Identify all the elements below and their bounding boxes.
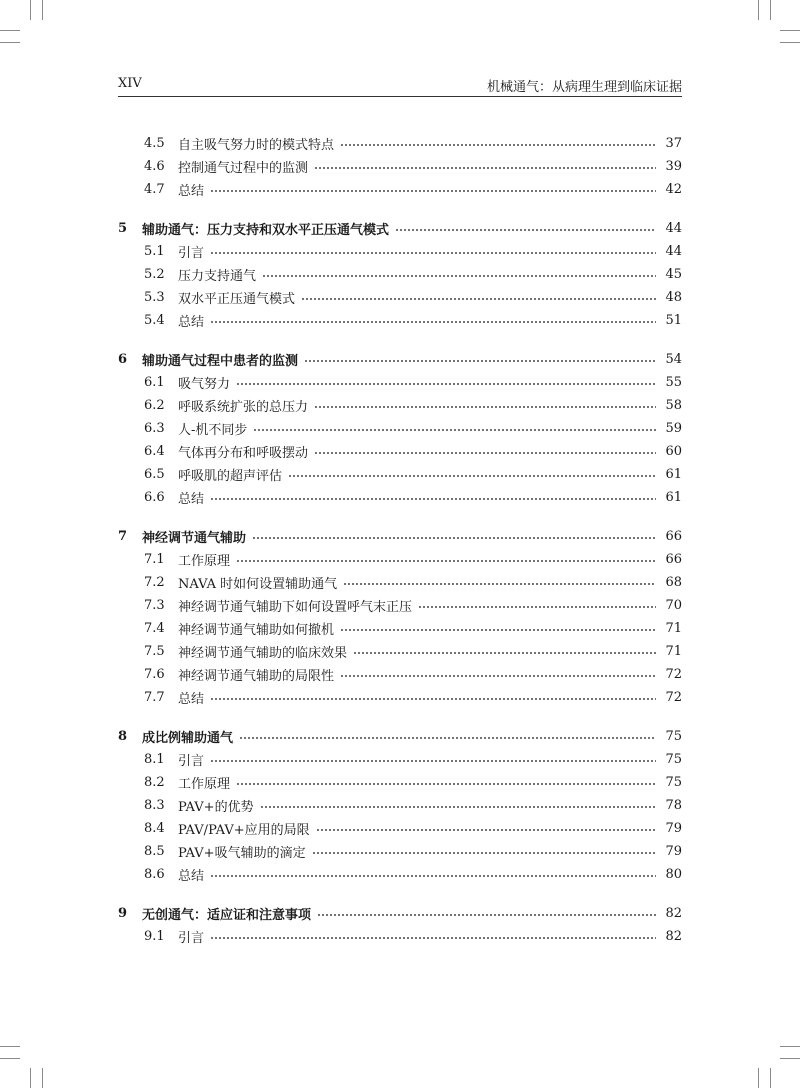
section-page: 61 — [665, 467, 682, 482]
section-number: 5.3 — [144, 290, 165, 305]
section-number: 9.1 — [144, 929, 165, 944]
crop-mark — [0, 42, 20, 43]
section-page: 45 — [665, 267, 682, 282]
section-number: 5.2 — [144, 267, 165, 282]
toc-section-entry[interactable] — [118, 178, 682, 201]
section-title: 引言 — [178, 931, 205, 946]
chapter-number: 9 — [118, 906, 128, 921]
section-title: PAV/PAV+应用的局限 — [178, 823, 310, 838]
dot-leader — [236, 783, 656, 785]
toc-section-entry[interactable] — [118, 817, 682, 840]
toc-chapter-entry[interactable] — [118, 525, 682, 548]
section-number: 4.6 — [144, 159, 165, 174]
toc-section-entry[interactable] — [118, 463, 682, 486]
section-number: 8.6 — [144, 867, 165, 882]
toc-section-entry[interactable] — [118, 571, 682, 594]
section-number: 8.4 — [144, 821, 165, 836]
section-title: 总结 — [178, 869, 205, 884]
toc-chapter — [118, 217, 682, 332]
crop-mark — [770, 1068, 771, 1088]
section-page: 71 — [665, 621, 682, 636]
section-page: 59 — [665, 421, 682, 436]
section-title: 总结 — [178, 184, 205, 199]
dot-leader — [340, 144, 656, 146]
toc-section-entry[interactable] — [118, 440, 682, 463]
section-title: 双水平正压通气模式 — [178, 292, 296, 307]
section-title: 总结 — [178, 492, 205, 507]
section-title: 引言 — [178, 246, 205, 261]
toc-chapter — [118, 132, 682, 201]
section-title: 神经调节通气辅助的局限性 — [178, 669, 335, 684]
section-number: 8.3 — [144, 798, 165, 813]
section-number: 6.6 — [144, 490, 165, 505]
section-number: 8.5 — [144, 844, 165, 859]
toc-section-entry[interactable] — [118, 286, 682, 309]
dot-leader — [210, 321, 656, 323]
section-page: 37 — [665, 136, 682, 151]
chapter-page: 82 — [665, 906, 682, 921]
section-title: 神经调节通气辅助如何撤机 — [178, 623, 335, 638]
running-header — [118, 76, 682, 97]
section-number: 8.2 — [144, 775, 165, 790]
dot-leader — [236, 383, 656, 385]
dot-leader — [314, 167, 656, 169]
section-page: 70 — [665, 598, 682, 613]
section-page: 72 — [665, 690, 682, 705]
chapter-page: 75 — [665, 729, 682, 744]
toc-section-entry[interactable] — [118, 594, 682, 617]
toc-chapter — [118, 902, 682, 948]
section-page: 75 — [665, 752, 682, 767]
section-page: 78 — [665, 798, 682, 813]
chapter-number: 8 — [118, 729, 128, 744]
section-title: NAVA 时如何设置辅助通气 — [178, 577, 338, 592]
dot-leader — [253, 429, 656, 431]
section-title: 引言 — [178, 754, 205, 769]
section-page: 68 — [665, 575, 682, 590]
toc-section-entry[interactable] — [118, 486, 682, 509]
toc-chapter-entry[interactable] — [118, 902, 682, 925]
section-number: 4.5 — [144, 136, 165, 151]
dot-leader — [210, 760, 656, 762]
chapter-title: 无创通气：适应证和注意事项 — [142, 908, 312, 923]
dot-leader — [418, 606, 656, 608]
chapter-page: 54 — [665, 352, 682, 367]
dot-leader — [353, 652, 656, 654]
dot-leader — [317, 914, 656, 916]
section-title: PAV+的优势 — [178, 800, 254, 815]
section-page: 51 — [665, 313, 682, 328]
dot-leader — [210, 498, 656, 500]
toc-section-entry[interactable] — [118, 240, 682, 263]
toc-chapter — [118, 525, 682, 709]
dot-leader — [340, 675, 656, 677]
toc-section-entry[interactable] — [118, 663, 682, 686]
dot-leader — [210, 698, 656, 700]
chapter-page: 44 — [665, 221, 682, 236]
dot-leader — [210, 252, 656, 254]
section-number: 6.5 — [144, 467, 165, 482]
chapter-number: 6 — [118, 352, 128, 367]
crop-mark — [30, 1068, 31, 1088]
crop-mark — [780, 30, 800, 31]
section-number: 5.1 — [144, 244, 165, 259]
toc-section-entry[interactable] — [118, 748, 682, 771]
toc-section-entry[interactable] — [118, 263, 682, 286]
dot-leader — [314, 452, 656, 454]
section-title: 总结 — [178, 315, 205, 330]
dot-leader — [316, 829, 656, 831]
table-of-contents — [118, 132, 682, 964]
crop-mark — [758, 0, 759, 20]
section-page: 44 — [665, 244, 682, 259]
toc-section-entry[interactable] — [118, 640, 682, 663]
section-page: 71 — [665, 644, 682, 659]
chapter-number: 7 — [118, 529, 128, 544]
dot-leader — [304, 360, 656, 362]
toc-section-entry[interactable] — [118, 794, 682, 817]
toc-section-entry[interactable] — [118, 840, 682, 863]
section-page: 48 — [665, 290, 682, 305]
section-number: 7.3 — [144, 598, 165, 613]
section-page: 39 — [665, 159, 682, 174]
section-page: 60 — [665, 444, 682, 459]
section-page: 79 — [665, 821, 682, 836]
dot-leader — [262, 275, 656, 277]
section-number: 7.2 — [144, 575, 165, 590]
section-title: 吸气努力 — [178, 377, 231, 392]
section-page: 82 — [665, 929, 682, 944]
section-title: 总结 — [178, 692, 205, 707]
toc-section-entry[interactable] — [118, 417, 682, 440]
section-number: 7.1 — [144, 552, 165, 567]
crop-mark — [0, 30, 20, 31]
section-title: 工作原理 — [178, 777, 231, 792]
toc-section-entry[interactable] — [118, 925, 682, 948]
crop-mark — [0, 1046, 20, 1047]
dot-leader — [210, 875, 656, 877]
toc-chapter — [118, 725, 682, 886]
section-title: PAV+吸气辅助的滴定 — [178, 846, 306, 861]
chapter-title: 神经调节通气辅助 — [142, 531, 247, 546]
section-number: 8.1 — [144, 752, 165, 767]
dot-leader — [314, 406, 656, 408]
toc-chapter-entry[interactable] — [118, 725, 682, 748]
section-number: 6.2 — [144, 398, 165, 413]
toc-section-entry[interactable] — [118, 617, 682, 640]
section-title: 气体再分布和呼吸摆动 — [178, 446, 309, 461]
section-number: 4.7 — [144, 182, 165, 197]
dot-leader — [252, 537, 656, 539]
dot-leader — [210, 190, 656, 192]
crop-mark — [30, 0, 31, 20]
crop-mark — [780, 42, 800, 43]
section-page: 58 — [665, 398, 682, 413]
toc-section-entry[interactable] — [118, 771, 682, 794]
section-title: 自主吸气努力时的模式特点 — [178, 138, 335, 153]
toc-section-entry[interactable] — [118, 371, 682, 394]
section-page: 66 — [665, 552, 682, 567]
toc-chapter-entry[interactable] — [118, 348, 682, 371]
section-page: 80 — [665, 867, 682, 882]
section-page: 42 — [665, 182, 682, 197]
dot-leader — [395, 229, 656, 231]
section-number: 6.1 — [144, 375, 165, 390]
section-title: 工作原理 — [178, 554, 231, 569]
section-page: 61 — [665, 490, 682, 505]
toc-section-entry[interactable] — [118, 155, 682, 178]
section-number: 7.5 — [144, 644, 165, 659]
toc-section-entry[interactable] — [118, 132, 682, 155]
page-number: XIV — [118, 76, 142, 91]
toc-chapter-entry[interactable] — [118, 217, 682, 240]
crop-mark — [42, 0, 43, 20]
section-title: 神经调节通气辅助的临床效果 — [178, 646, 348, 661]
book-title: 机械通气：从病理生理到临床证据 — [486, 80, 682, 95]
dot-leader — [301, 298, 656, 300]
crop-mark — [780, 1046, 800, 1047]
section-page: 79 — [665, 844, 682, 859]
section-title: 呼吸系统扩张的总压力 — [178, 400, 309, 415]
section-page: 75 — [665, 775, 682, 790]
chapter-title: 辅助通气：压力支持和双水平正压通气模式 — [142, 223, 390, 238]
crop-mark — [780, 1058, 800, 1059]
section-title: 神经调节通气辅助下如何设置呼气末正压 — [178, 600, 413, 615]
section-number: 7.6 — [144, 667, 165, 682]
section-number: 5.4 — [144, 313, 165, 328]
toc-section-entry[interactable] — [118, 309, 682, 332]
crop-mark — [0, 1058, 20, 1059]
dot-leader — [340, 629, 656, 631]
crop-mark — [770, 0, 771, 20]
section-number: 7.7 — [144, 690, 165, 705]
toc-section-entry[interactable] — [118, 394, 682, 417]
dot-leader — [239, 737, 656, 739]
chapter-title: 辅助通气过程中患者的监测 — [142, 354, 299, 369]
chapter-page: 66 — [665, 529, 682, 544]
section-title: 压力支持通气 — [178, 269, 257, 284]
crop-mark — [42, 1068, 43, 1088]
dot-leader — [343, 583, 656, 585]
section-page: 72 — [665, 667, 682, 682]
toc-section-entry[interactable] — [118, 548, 682, 571]
chapter-title: 成比例辅助通气 — [142, 731, 234, 746]
section-title: 人-机不同步 — [178, 423, 248, 438]
chapter-number: 5 — [118, 221, 128, 236]
section-title: 呼吸肌的超声评估 — [178, 469, 283, 484]
dot-leader — [260, 806, 656, 808]
toc-chapter — [118, 348, 682, 509]
dot-leader — [236, 560, 656, 562]
section-title: 控制通气过程中的监测 — [178, 161, 309, 176]
section-page: 55 — [665, 375, 682, 390]
dot-leader — [288, 475, 656, 477]
crop-mark — [758, 1068, 759, 1088]
toc-section-entry[interactable] — [118, 686, 682, 709]
toc-section-entry[interactable] — [118, 863, 682, 886]
section-number: 6.4 — [144, 444, 165, 459]
dot-leader — [210, 937, 656, 939]
dot-leader — [312, 852, 656, 854]
section-number: 6.3 — [144, 421, 165, 436]
section-number: 7.4 — [144, 621, 165, 636]
